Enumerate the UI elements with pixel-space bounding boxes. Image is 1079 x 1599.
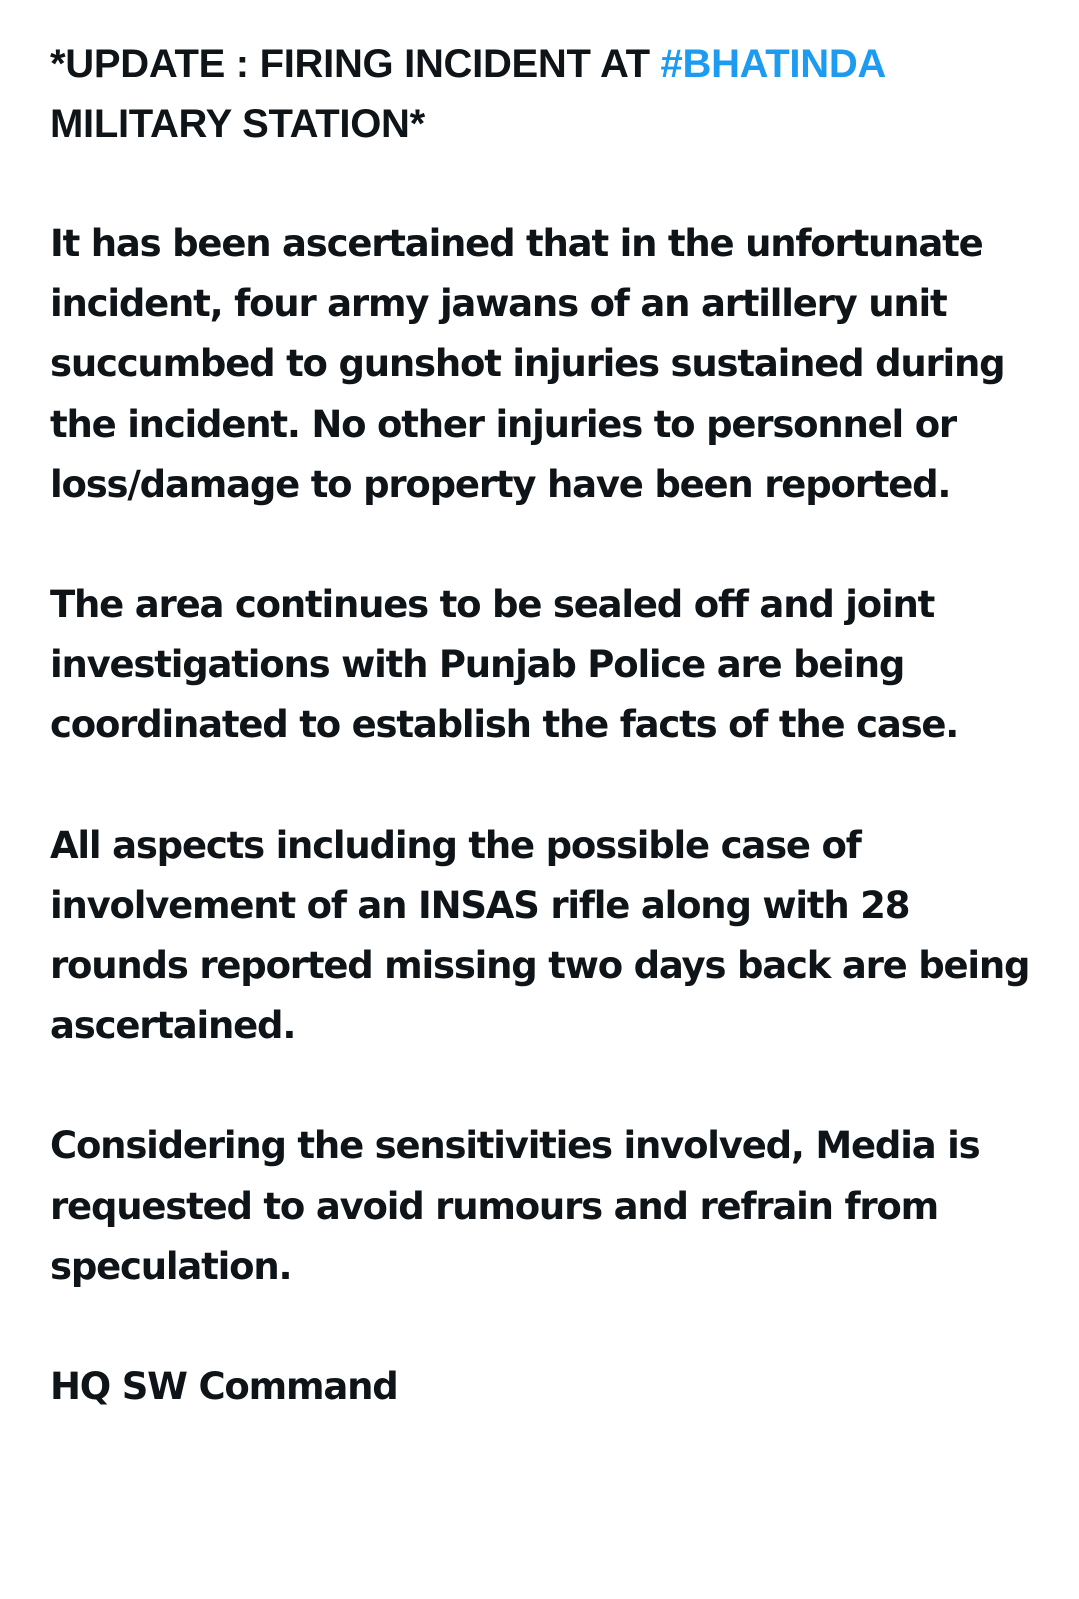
paragraph-missing-rifle: All aspects including the possible case of involvement of an INSAS rifle along with 28 rounds reported missing two days back are being ascertained. (50, 823, 1030, 1048)
post-body (50, 34, 1040, 1417)
paragraph-media-request: Considering the sensitivities involved, Media is requested to avoid rumours and refrain from speculation. (50, 1124, 980, 1288)
paragraph-casualties: It has been ascertained that in the unfortunate incident, four army jawans of an artillery unit succumbed to gunshot injuries sustained during the incident. No other injuries to personnel or loss/damage to property have been reported. (50, 222, 1005, 506)
headline-prefix: *UPDATE : FIRING INCIDENT AT (50, 42, 661, 86)
headline-suffix: MILITARY STATION* (50, 102, 425, 146)
signature: HQ SW Command (50, 1365, 398, 1409)
post-headline (50, 34, 1040, 154)
hashtag-link[interactable]: #BHATINDA (660, 42, 885, 86)
paragraph-investigation: The area continues to be sealed off and joint investigations with Punjab Police are being coordinated to establish the facts of the case. (50, 583, 959, 747)
